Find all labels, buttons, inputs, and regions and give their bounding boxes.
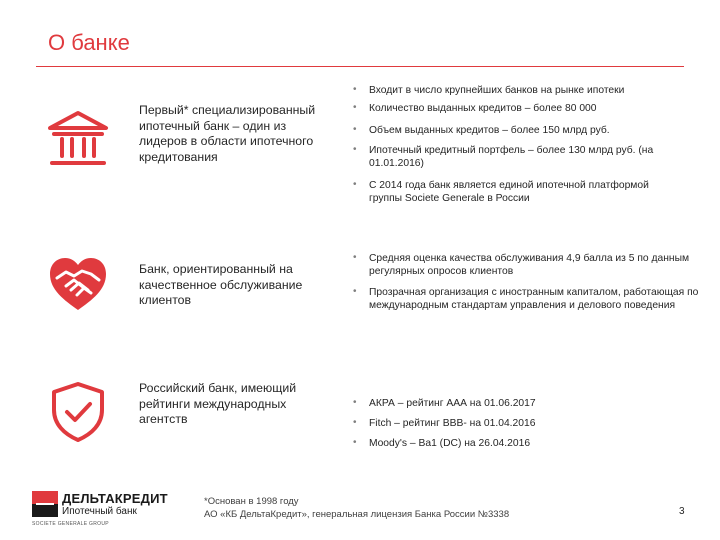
section-3-bullet: • Fitch – рейтинг BBB- на 01.04.2016	[353, 417, 704, 430]
section-1-bullet: • Ипотечный кредитный портфель – более 130 млрд руб. (на 01.01.2016)	[353, 144, 689, 170]
shield-check-icon	[44, 378, 112, 446]
logo-name: ДЕЛЬТАКРЕДИТ	[62, 491, 168, 506]
section-2-bullet: • Прозрачная организация с иностранным капиталом, работающая по международным стандартам управления и делового поведения	[353, 286, 704, 312]
section-1-bullet: • Входит в число крупнейших банков на рынке ипотеки	[353, 84, 704, 97]
page-number: 3	[679, 506, 685, 517]
company-logo	[32, 491, 192, 531]
title-divider	[36, 66, 684, 67]
section-3-description: Российский банк, имеющий рейтинги международных агентств	[139, 381, 297, 426]
footnote	[204, 495, 509, 521]
section-3-bullet: • АКРА – рейтинг ААА на 01.06.2017	[353, 397, 704, 410]
logo-group: SOCIETE GENERALE GROUP	[32, 521, 109, 527]
section-2-bullet: • Средняя оценка качества обслуживания 4,9 балла из 5 по данным регулярных опросов клиентов	[353, 252, 699, 278]
logo-subtitle: Ипотечный банк	[62, 506, 137, 517]
heart-handshake-icon	[44, 250, 112, 318]
bank-icon	[44, 106, 112, 174]
page-title: О банке	[48, 30, 130, 55]
section-2-description: Банк, ориентированный на качественное обслуживание клиентов	[139, 262, 303, 307]
section-1-bullet: • Объем выданных кредитов – более 150 млрд руб.	[353, 124, 704, 137]
footnote-line: *Основан в 1998 году	[204, 496, 299, 507]
logo-mark-icon	[32, 491, 58, 517]
section-1-bullet: • Количество выданных кредитов – более 80 000	[353, 102, 704, 115]
footnote-line: АО «КБ ДельтаКредит», генеральная лицензия Банка России №3338	[204, 509, 510, 520]
section-3-bullet: • Moody's – Ba1 (DC) на 26.04.2016	[353, 437, 704, 450]
section-1-bullet: • С 2014 года банк является единой ипотечной платформой группы Societe Generale в России	[353, 179, 659, 205]
section-1-description: Первый* специализированный ипотечный банк – один из лидеров в области ипотечного кредитования	[139, 103, 316, 164]
